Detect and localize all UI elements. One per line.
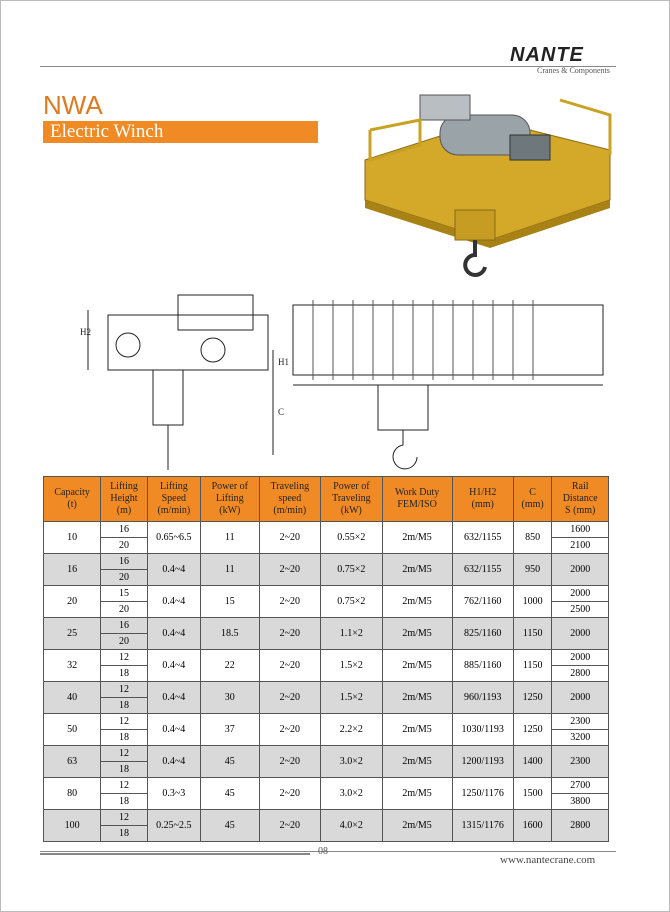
lifting-speed-cell: 0.4~4 [147,650,200,682]
lifting-height-cell: 16 [101,522,147,538]
lifting-height-cell: 18 [101,666,147,682]
work-duty-cell: 2m/M5 [382,714,452,746]
power-traveling-cell: 1.5×2 [321,682,383,714]
power-lifting-cell: 45 [201,810,260,842]
column-header [552,477,609,522]
rail-distance-cell: 2800 [552,666,609,682]
traveling-speed-cell: 2~20 [259,522,321,554]
work-duty-cell: 2m/M5 [382,746,452,778]
capacity-cell: 63 [44,746,101,778]
lifting-height-cell: 18 [101,762,147,778]
capacity-cell: 80 [44,778,101,810]
lifting-height-cell: 16 [101,554,147,570]
h1-h2-cell: 762/1160 [452,586,513,618]
power-traveling-cell: 4.0×2 [321,810,383,842]
power-lifting-cell: 45 [201,746,260,778]
c-cell: 1150 [513,650,551,682]
work-duty-cell: 2m/M5 [382,586,452,618]
column-header [321,477,383,522]
lifting-speed-cell: 0.4~4 [147,618,200,650]
rail-distance-cell: 2700 [552,778,609,794]
column-header-line: (m) [116,505,132,516]
rail-distance-cell: 3800 [552,794,609,810]
technical-drawing [78,290,618,475]
lifting-height-cell: 12 [101,778,147,794]
rail-distance-cell: 2800 [552,810,609,842]
h1-h2-cell: 1315/1176 [452,810,513,842]
h1-h2-cell: 825/1160 [452,618,513,650]
rail-distance-cell: 2000 [552,618,609,650]
rail-distance-cell: 2100 [552,538,609,554]
h1-h2-cell: 1030/1193 [452,714,513,746]
rail-distance-cell: 2000 [552,650,609,666]
column-header-line: Rail [571,481,589,492]
power-lifting-cell: 45 [201,778,260,810]
column-header [513,477,551,522]
c-cell: 1600 [513,810,551,842]
lifting-height-cell: 12 [101,650,147,666]
lifting-speed-cell: 0.4~4 [147,746,200,778]
power-traveling-cell: 0.75×2 [321,554,383,586]
column-header-line: (kW) [340,505,362,516]
column-header-line: (t) [67,499,77,510]
column-header-line: Height [110,493,138,504]
column-header-line: Capacity [54,487,90,498]
column-header-line: (m/min) [273,505,307,516]
rail-distance-cell: 2500 [552,602,609,618]
traveling-speed-cell: 2~20 [259,682,321,714]
power-lifting-cell: 18.5 [201,618,260,650]
c-cell: 950 [513,554,551,586]
column-header-line: Speed [161,493,187,504]
label-c: C [278,407,285,417]
capacity-cell: 40 [44,682,101,714]
power-lifting-cell: 30 [201,682,260,714]
rail-distance-cell: 2000 [552,586,609,602]
table-row [44,522,609,538]
column-header [147,477,200,522]
column-header-line: Lifting [215,493,244,504]
capacity-cell: 25 [44,618,101,650]
brand-logo: NANTE [510,44,584,66]
column-header-line: Power of [333,481,370,492]
product-subtitle: Electric Winch [50,121,164,142]
lifting-height-cell: 12 [101,682,147,698]
lifting-height-cell: 18 [101,826,147,842]
work-duty-cell: 2m/M5 [382,810,452,842]
power-lifting-cell: 22 [201,650,260,682]
power-traveling-cell: 3.0×2 [321,778,383,810]
brand-tagline: Cranes & Components [537,66,610,75]
lifting-speed-cell: 0.25~2.5 [147,810,200,842]
column-header [44,477,101,522]
rail-distance-cell: 3200 [552,730,609,746]
h1-h2-cell: 632/1155 [452,522,513,554]
column-header-line: Traveling [270,481,310,492]
column-header-line: (mm) [521,499,544,510]
h1-h2-cell: 632/1155 [452,554,513,586]
table-row [44,586,609,602]
lifting-height-cell: 16 [101,618,147,634]
column-header-line: FEM/ISO [397,499,437,510]
traveling-speed-cell: 2~20 [259,650,321,682]
column-header-line: (mm) [471,499,494,510]
c-cell: 1500 [513,778,551,810]
table-row [44,778,609,794]
work-duty-cell: 2m/M5 [382,618,452,650]
work-duty-cell: 2m/M5 [382,650,452,682]
lifting-speed-cell: 0.3~3 [147,778,200,810]
power-lifting-cell: 11 [201,554,260,586]
column-header-line: C [529,487,536,498]
capacity-cell: 32 [44,650,101,682]
table-row [44,682,609,698]
page-number: 08 [318,846,328,857]
capacity-cell: 100 [44,810,101,842]
c-cell: 850 [513,522,551,554]
lifting-height-cell: 18 [101,698,147,714]
column-header-line: H1/H2 [469,487,497,498]
table-row [44,714,609,730]
winch-photo [360,80,620,290]
power-traveling-cell: 0.55×2 [321,522,383,554]
column-header [259,477,321,522]
c-cell: 1400 [513,746,551,778]
lifting-height-cell: 12 [101,810,147,826]
column-header [452,477,513,522]
table-row [44,618,609,634]
lifting-height-cell: 20 [101,602,147,618]
power-lifting-cell: 37 [201,714,260,746]
column-header [101,477,147,522]
lifting-speed-cell: 0.65~6.5 [147,522,200,554]
lifting-height-cell: 18 [101,730,147,746]
column-header-line: Distance [562,493,598,504]
column-header-line: (kW) [219,505,241,516]
power-traveling-cell: 1.1×2 [321,618,383,650]
column-header-line: Lifting [110,481,138,492]
rail-distance-cell: 2300 [552,714,609,730]
table-row [44,554,609,570]
lifting-height-cell: 20 [101,570,147,586]
c-cell: 1000 [513,586,551,618]
capacity-cell: 16 [44,554,101,586]
rail-distance-cell: 2000 [552,554,609,586]
column-header [201,477,260,522]
lifting-height-cell: 18 [101,794,147,810]
lifting-height-cell: 15 [101,586,147,602]
table-header-row [44,477,609,522]
table-row [44,810,609,826]
power-traveling-cell: 2.2×2 [321,714,383,746]
traveling-speed-cell: 2~20 [259,714,321,746]
h1-h2-cell: 1250/1176 [452,778,513,810]
lifting-speed-cell: 0.4~4 [147,586,200,618]
work-duty-cell: 2m/M5 [382,554,452,586]
c-cell: 1250 [513,682,551,714]
traveling-speed-cell: 2~20 [259,586,321,618]
power-lifting-cell: 11 [201,522,260,554]
work-duty-cell: 2m/M5 [382,778,452,810]
label-h1: H1 [278,357,289,367]
c-cell: 1250 [513,714,551,746]
lifting-height-cell: 20 [101,538,147,554]
lifting-height-cell: 20 [101,634,147,650]
column-header-line: Lifting [159,481,188,492]
footer-rule [40,851,616,852]
lifting-height-cell: 12 [101,714,147,730]
rail-distance-cell: 2000 [552,682,609,714]
label-h2: H2 [80,327,91,337]
power-traveling-cell: 1.5×2 [321,650,383,682]
h1-h2-cell: 1200/1193 [452,746,513,778]
traveling-speed-cell: 2~20 [259,778,321,810]
column-header-line: Work Duty [394,487,440,498]
h1-h2-cell: 960/1193 [452,682,513,714]
power-traveling-cell: 3.0×2 [321,746,383,778]
rail-distance-cell: 1600 [552,522,609,538]
table-row [44,746,609,762]
traveling-speed-cell: 2~20 [259,746,321,778]
model-title: NWA [43,90,103,120]
column-header [382,477,452,522]
table-row [44,650,609,666]
column-header-line: S (mm) [565,505,596,516]
traveling-speed-cell: 2~20 [259,810,321,842]
spec-table [43,476,609,842]
column-header-line: Traveling [332,493,371,504]
capacity-cell: 10 [44,522,101,554]
column-header-line: (m/min) [157,505,191,516]
capacity-cell: 20 [44,586,101,618]
lifting-height-cell: 12 [101,746,147,762]
capacity-cell: 50 [44,714,101,746]
website-url: www.nantecrane.com [500,854,596,866]
column-header-line: Power of [211,481,248,492]
rail-distance-cell: 2300 [552,746,609,778]
traveling-speed-cell: 2~20 [259,554,321,586]
footer-rule-bold [40,853,310,855]
power-traveling-cell: 0.75×2 [321,586,383,618]
power-lifting-cell: 15 [201,586,260,618]
lifting-speed-cell: 0.4~4 [147,554,200,586]
work-duty-cell: 2m/M5 [382,522,452,554]
work-duty-cell: 2m/M5 [382,682,452,714]
lifting-speed-cell: 0.4~4 [147,682,200,714]
lifting-speed-cell: 0.4~4 [147,714,200,746]
c-cell: 1150 [513,618,551,650]
h1-h2-cell: 885/1160 [452,650,513,682]
traveling-speed-cell: 2~20 [259,618,321,650]
header-rule [40,66,500,67]
column-header-line: speed [278,493,302,504]
